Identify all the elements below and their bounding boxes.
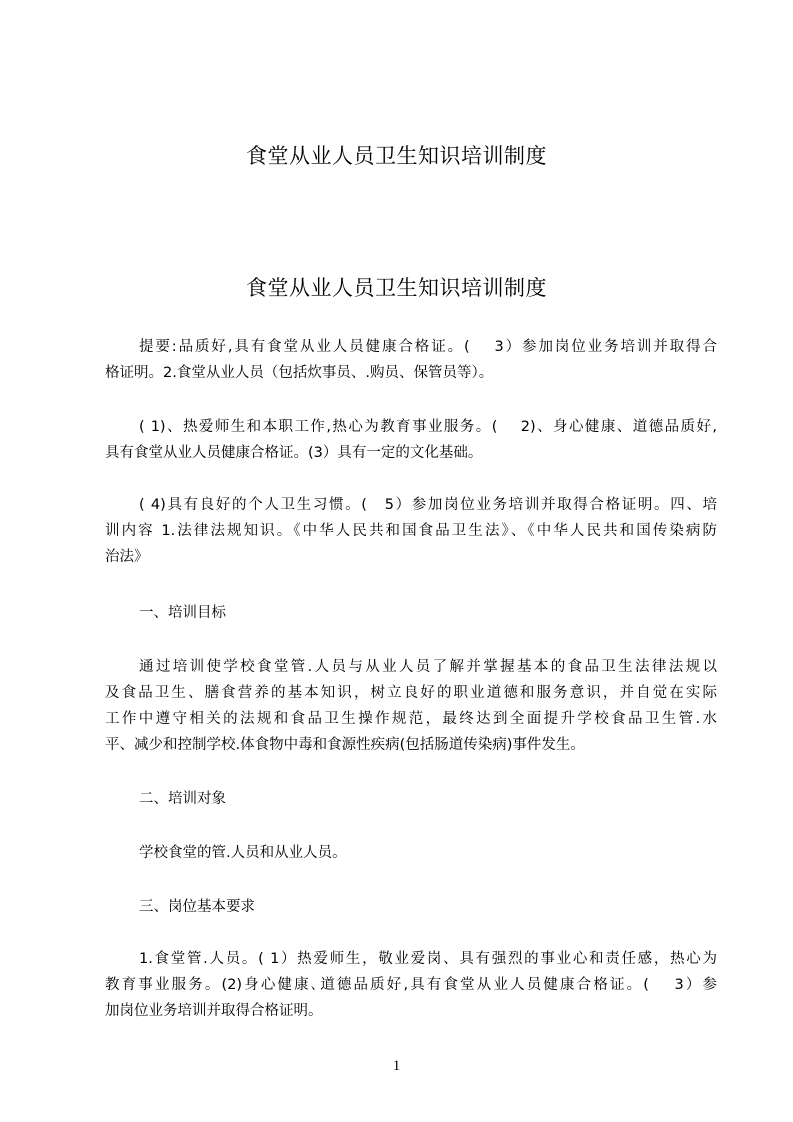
requirement-paragraph-a [105, 414, 717, 466]
goal-line-1: 通过培训使学校食堂管.人员与从业人员了解并掌握基本的食品卫生法律法规以 [139, 659, 717, 675]
requirement-paragraph-b [105, 492, 717, 570]
heading-goal-text: 一、培训目标 [139, 605, 226, 621]
page-title-main: 食堂从业人员卫生知识培训制度 [246, 276, 547, 300]
req-b-line-1: ( 4)具有良好的个人卫生习惯。( 5）参加岗位业务培训并取得合格证明。四、培 [139, 497, 717, 513]
goal-line-2: 及食品卫生、膳食营养的基本知识，树立良好的职业道德和服务意识，并自觉在实际 [105, 685, 717, 701]
summary-paragraph [105, 334, 717, 386]
section-heading-basic-requirements [105, 894, 717, 920]
page-number: 1 [392, 1058, 401, 1074]
basic-req-line-1: 1.食堂管.人员。( 1）热爱师生，敬业爱岗、具有强烈的事业心和责任感，热心为 [139, 951, 717, 967]
goal-paragraph [105, 654, 717, 758]
section-heading-target [105, 786, 717, 812]
basic-req-line-2: 教育事业服务。(2)身心健康､道德品质好,具有食堂从业人员健康合格证。( 3）参 [105, 977, 717, 993]
req-a-line-1: ( 1)、热爱师生和本职工作,热心为教育事业服务。( 2)、身心健康、道德品质好, [139, 419, 717, 435]
heading-target-text: 二、培训对象 [139, 791, 226, 807]
req-b-line-3: 治法》 [105, 549, 149, 565]
target-line-1: 学校食堂的管.人员和从业人员。 [139, 845, 347, 861]
goal-line-3: 工作中遵守相关的法规和食品卫生操作规范，最终达到全面提升学校食品卫生管.水 [105, 711, 717, 727]
basic-req-line-3: 加岗位业务培训并取得合格证明。 [105, 1003, 323, 1019]
summary-line-1: 提要:品质好,具有食堂从业人员健康合格证。( 3）参加岗位业务培训并取得合 [139, 339, 717, 355]
basic-requirements-paragraph [105, 946, 717, 1024]
summary-line-2: 格证明。2.食堂从业人员（包括炊事员、.购员、保管员等）。 [105, 365, 494, 381]
req-b-line-2: 训内容 1.法律法规知识。《中华人民共和国食品卫生法》、《中华人民共和国传染病防 [105, 523, 717, 539]
req-a-line-2: 具有食堂从业人员健康合格证。(3）具有一定的文化基础。 [105, 445, 483, 461]
goal-line-4: 平、减少和控制学校.体食物中毒和食源性疾病(包括肠道传染病)事件发生。 [105, 737, 585, 753]
target-paragraph [105, 840, 717, 866]
page-title-top: 食堂从业人员卫生知识培训制度 [246, 144, 547, 168]
section-heading-goal [105, 600, 717, 626]
heading-basic-req-text: 三、岗位基本要求 [139, 899, 255, 915]
